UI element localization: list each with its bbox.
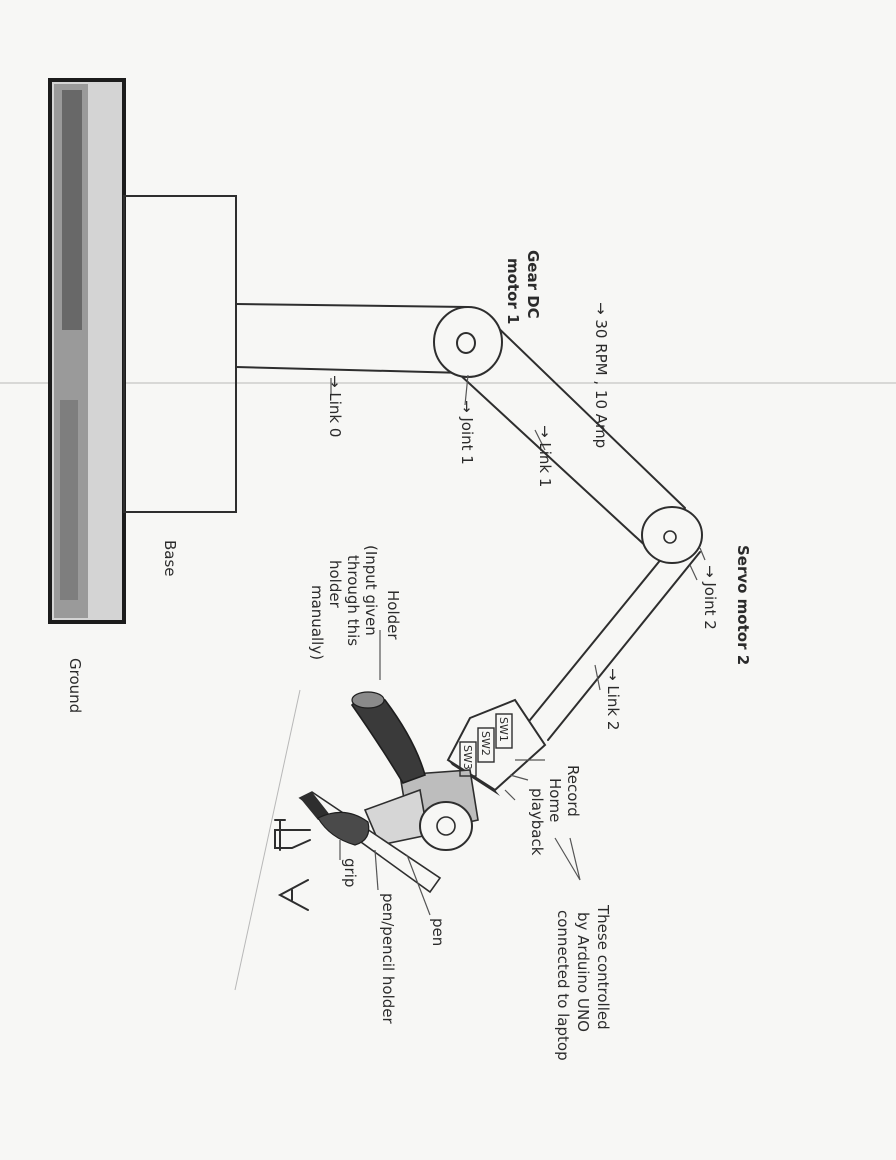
label-sw3: SW3 [461, 745, 474, 770]
holder-handle [352, 692, 425, 783]
label-playback: playback [528, 788, 546, 856]
label-controlled-2: by Arduino UNO [574, 912, 592, 1032]
label-joint2: → Joint 2 [701, 565, 719, 630]
label-pen: pen [429, 918, 447, 947]
label-link1: → Link 1 [536, 425, 554, 488]
label-pen-holder: pen/pencil holder [379, 893, 397, 1024]
label-controlled-3: connected to laptop [554, 910, 572, 1061]
label-motor1-specs: → 30 RPM , 10 Amp [592, 302, 610, 449]
faint-guide-line [235, 690, 300, 990]
joint2-servo-motor [642, 507, 702, 563]
label-record: Record [564, 765, 582, 817]
label-motor1-line1: Gear DC [524, 250, 542, 319]
label-holder-note-2: through this [344, 555, 362, 647]
label-link0: → Link 0 [326, 375, 344, 438]
base-block [124, 196, 236, 512]
joint1-gear-motor [434, 307, 502, 377]
label-sw2: SW2 [479, 731, 492, 756]
label-holder-note-3: holder [326, 560, 344, 608]
label-link2: → Link 2 [604, 668, 622, 731]
label-servo2: Servo motor 2 [734, 545, 752, 666]
label-holder-note-1: (Input given [362, 545, 380, 636]
label-sw1: SW1 [497, 717, 510, 742]
label-holder: Holder [384, 590, 402, 640]
label-motor1-line2: motor 1 [504, 258, 522, 325]
label-controlled-1: These controlled [594, 905, 612, 1030]
label-joint1: → Joint 1 [458, 400, 476, 465]
label-holder-note-4: manually) [308, 585, 326, 661]
wrist-assembly [365, 770, 478, 850]
label-ground: Ground [66, 658, 84, 714]
signature-atr [275, 820, 310, 910]
label-home: Home [546, 778, 564, 823]
label-grip: grip [341, 858, 359, 888]
label-base: Base [161, 540, 179, 577]
ground-slab [50, 80, 124, 622]
